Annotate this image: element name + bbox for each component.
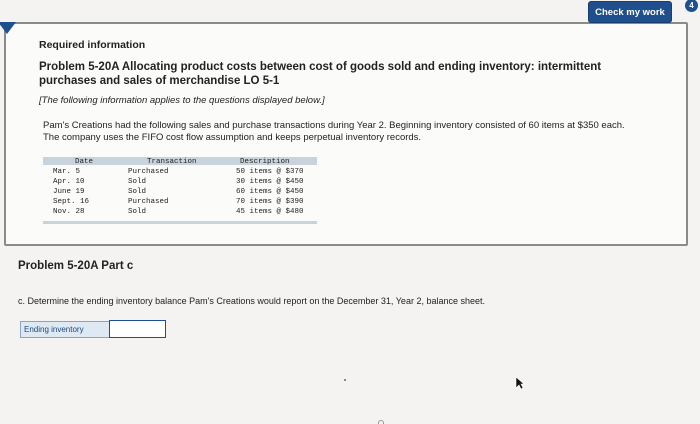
check-my-work-button[interactable]: Check my work (588, 1, 672, 23)
info-note: [The following information applies to the questions displayed below.] (39, 95, 325, 106)
table-cell: Sold (128, 188, 147, 196)
table-bottom-bar (43, 221, 317, 224)
collapse-chevron-icon[interactable] (0, 22, 16, 36)
ending-inventory-label: Ending inventory (20, 321, 109, 338)
stray-mark (378, 420, 384, 424)
description-header: Description (240, 158, 290, 166)
table-cell: Purchased (128, 168, 169, 176)
table-cell: Apr. 10 (53, 178, 85, 186)
table-cell: Sept. 16 (53, 198, 90, 206)
problem-title: Problem 5-20A Allocating product costs between cost of goods sold and ending inventory: intermittent purchases and sales of merchandise LO 5-1 (39, 61, 602, 87)
transactions-table (43, 155, 317, 225)
description-column (236, 157, 304, 217)
problem-intro: Pam's Creations had the following sales and purchase transactions during Year 2. Beginning inventory consisted of 60 items at $350 each. The company uses the FIFO cost flow assumption and keeps perpetual inventory records. (43, 120, 625, 143)
table-cell: 70 items @ $390 (236, 198, 304, 206)
table-cell: Purchased (128, 198, 169, 206)
stray-mark (344, 379, 346, 381)
transaction-header: Transaction (147, 158, 197, 166)
date-column (53, 157, 93, 217)
table-cell: 45 items @ $480 (236, 208, 304, 216)
table-cell: 60 items @ $450 (236, 188, 304, 196)
date-header: Date (75, 158, 94, 166)
table-cell: Nov. 28 (53, 208, 85, 216)
table-cell: 50 items @ $370 (236, 168, 304, 176)
table-cell: Sold (128, 208, 147, 216)
ending-inventory-input[interactable] (109, 320, 166, 338)
table-cell: Mar. 5 (53, 168, 81, 176)
question-text: c. Determine the ending inventory balance Pam's Creations would report on the December 31, Year 2, balance sheet. (18, 296, 485, 306)
transaction-column (128, 157, 197, 217)
table-cell: 30 items @ $450 (236, 178, 304, 186)
attempts-badge: 4 (685, 0, 698, 12)
part-title: Problem 5-20A Part c (18, 260, 134, 272)
table-cell: Sold (128, 178, 147, 186)
mouse-cursor-icon (515, 376, 525, 390)
table-cell: June 19 (53, 188, 85, 196)
required-information-heading: Required information (39, 39, 146, 51)
